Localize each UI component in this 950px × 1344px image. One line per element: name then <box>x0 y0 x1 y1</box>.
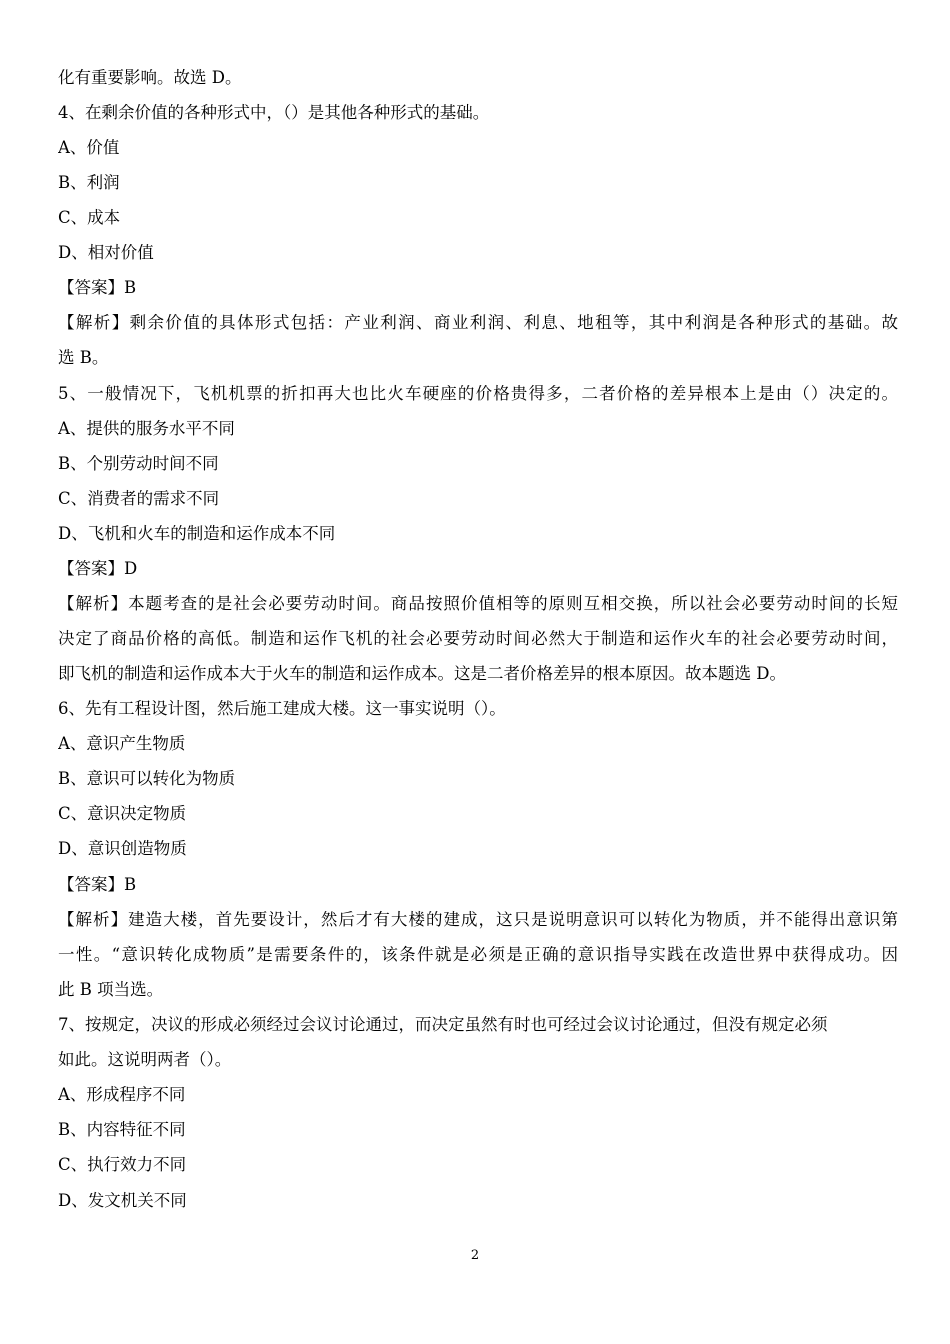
analysis-cont: 一性。“意识转化成物质”是需要条件的，该条件就是必须是正确的意识指导实践在改造世界中获得成功。因 <box>58 945 898 964</box>
option-a: A、意识产生物质 <box>58 734 186 753</box>
option-c: C、消费者的需求不同 <box>58 489 220 508</box>
answer: 【答案】B <box>58 278 137 297</box>
option-c: C、意识决定物质 <box>58 804 187 823</box>
option-a: A、提供的服务水平不同 <box>58 419 235 438</box>
analysis-cont: 此 B 项当选。 <box>58 980 164 999</box>
option-d: D、相对价值 <box>58 243 154 262</box>
analysis-cont: 选 B。 <box>58 348 109 367</box>
question-7-cont: 如此。这说明两者（）。 <box>58 1050 232 1069</box>
page-number: 2 <box>470 1248 480 1263</box>
question-7: 7、按规定，决议的形成必须经过会议讨论通过，而决定虽然有时也可经过会议讨论通过，但没有规定必须 <box>58 1015 828 1034</box>
option-b: B、利润 <box>58 173 120 192</box>
question-4: 4、在剩余价值的各种形式中，（）是其他各种形式的基础。 <box>58 103 490 122</box>
analysis: 【解析】本题考查的是社会必要劳动时间。商品按照价值相等的原则互相交换，所以社会必要劳动时间的长短 <box>58 594 898 613</box>
option-c: C、成本 <box>58 208 121 227</box>
question-5: 5、一般情况下，飞机机票的折扣再大也比火车硬座的价格贵得多，二者价格的差异根本上是由（）决定的。 <box>58 384 898 403</box>
analysis-cont: 即飞机的制造和运作成本大于火车的制造和运作成本。这是二者价格差异的根本原因。故本题选 D。 <box>58 664 786 683</box>
answer: 【答案】D <box>58 559 138 578</box>
question-6: 6、先有工程设计图，然后施工建成大楼。这一事实说明（）。 <box>58 699 506 718</box>
option-a: A、价值 <box>58 138 120 157</box>
option-d: D、意识创造物质 <box>58 839 187 858</box>
option-b: B、意识可以转化为物质 <box>58 769 236 788</box>
text-line: 化有重要影响。故选 D。 <box>58 68 242 87</box>
option-d: D、发文机关不同 <box>58 1191 187 1210</box>
analysis: 【解析】剩余价值的具体形式包括：产业利润、商业利润、利息、地租等，其中利润是各种形式的基础。故 <box>58 313 898 332</box>
option-c: C、执行效力不同 <box>58 1155 187 1174</box>
option-d: D、飞机和火车的制造和运作成本不同 <box>58 524 336 543</box>
option-b: B、内容特征不同 <box>58 1120 186 1139</box>
answer: 【答案】B <box>58 875 137 894</box>
option-a: A、形成程序不同 <box>58 1085 186 1104</box>
option-b: B、个别劳动时间不同 <box>58 454 219 473</box>
analysis-cont: 决定了商品价格的高低。制造和运作飞机的社会必要劳动时间必然大于制造和运作火车的社会必要劳动时间， <box>58 629 898 648</box>
analysis: 【解析】建造大楼，首先要设计，然后才有大楼的建成，这只是说明意识可以转化为物质，并不能得出意识第 <box>58 910 898 929</box>
